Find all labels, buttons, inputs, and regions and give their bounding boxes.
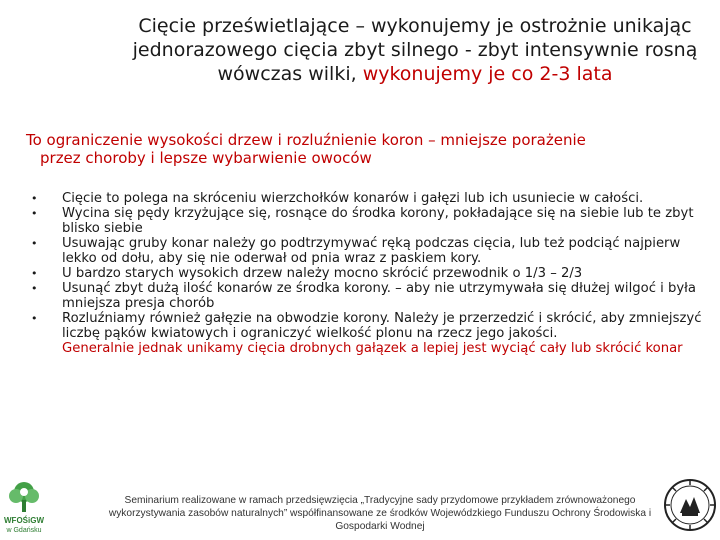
bullet-item	[26, 236, 706, 266]
footer-line-3: Gospodarki Wodnej	[335, 521, 425, 532]
logo-name: WFOŚiGW	[4, 516, 44, 525]
bullet-text-red: Generalnie jednak unikamy cięcia drobnych gałązek a lepiej jest wyciąć cały lub skrócić konar	[62, 341, 683, 356]
bullet-item	[26, 206, 706, 236]
subtitle-line-2: przez choroby i lepsze wybarwienie owoców	[40, 149, 372, 167]
title-line-3	[100, 62, 720, 86]
bullet-icon: •	[31, 207, 38, 220]
bullet-icon: •	[31, 237, 38, 250]
logo-sub: w Gdańsku	[6, 527, 42, 534]
bullet-icon: •	[31, 267, 38, 280]
bullet-text: Cięcie to polega na skróceniu wierzchołków konarów i gałęzi lub ich usuniecie w całości.	[62, 191, 644, 206]
bullet-item	[26, 281, 706, 311]
bullet-item	[26, 311, 706, 356]
bullet-text: Wycina się pędy krzyżujące się, rosnące do środka korony, pokładające się na siebie lub te zbyt blisko siebie	[62, 206, 694, 236]
footer-text	[70, 494, 690, 533]
bullet-icon: •	[31, 192, 38, 205]
bullet-text: Usuwając gruby konar należy go podtrzymywać ręką podczas cięcia, lub też podciąć najpierw lekko od dołu, aby się nie oderwał od pnia wraz z paskiem kory.	[62, 236, 681, 266]
bullet-text: Usunąć zbyt dużą ilość konarów ze środka korony. – aby nie utrzymywała się dłużej wilgoć i była mniejsza presja chorób	[62, 281, 696, 311]
title-line-1: Cięcie prześwietlające – wykonujemy je ostrożnie unikając	[138, 15, 692, 37]
subtitle-line-1: To ograniczenie wysokości drzew i rozluźnienie koron – mniejsze porażenie	[26, 131, 586, 149]
circular-emblem-icon	[662, 477, 718, 533]
bullet-icon: •	[31, 282, 38, 295]
footer-line-1: Seminarium realizowane w ramach przedsięwzięcia „Tradycyjne sady przydomowe przykładem zrównoważonego	[124, 495, 636, 506]
bullet-item	[26, 191, 706, 206]
bullet-icon: •	[31, 312, 38, 325]
bullet-text: U bardzo starych wysokich drzew należy mocno skrócić przewodnik o 1/3 – 2/3	[62, 266, 583, 281]
slide-subtitle	[26, 131, 706, 167]
title-line-2: jednorazowego cięcia zbyt silnego - zbyt intensywnie rosną	[132, 39, 698, 61]
tree-logo-icon	[2, 480, 46, 516]
wfosigw-logo	[2, 480, 46, 540]
bullet-item	[26, 266, 706, 281]
footer-line-2: wykorzystywania zasobów naturalnych” współfinansowane ze środków Wojewódzkiego Funduszu Ochrony Środowiska i	[108, 508, 652, 519]
bullet-text: Rozluźniamy również gałęzie na obwodzie korony. Należy je przerzedzić i skrócić, aby zmniejszyć liczbę pąków kwiatowych i ograniczyć wielkość plonu na rzecz jego jakości.	[62, 311, 702, 341]
title-line-3-red: wykonujemy je co 2-3 lata	[362, 63, 613, 85]
slide-title	[100, 14, 720, 86]
emblem-logo	[662, 477, 718, 533]
title-line-3-black: wówczas wilki,	[217, 63, 363, 85]
bullet-list	[26, 191, 706, 356]
